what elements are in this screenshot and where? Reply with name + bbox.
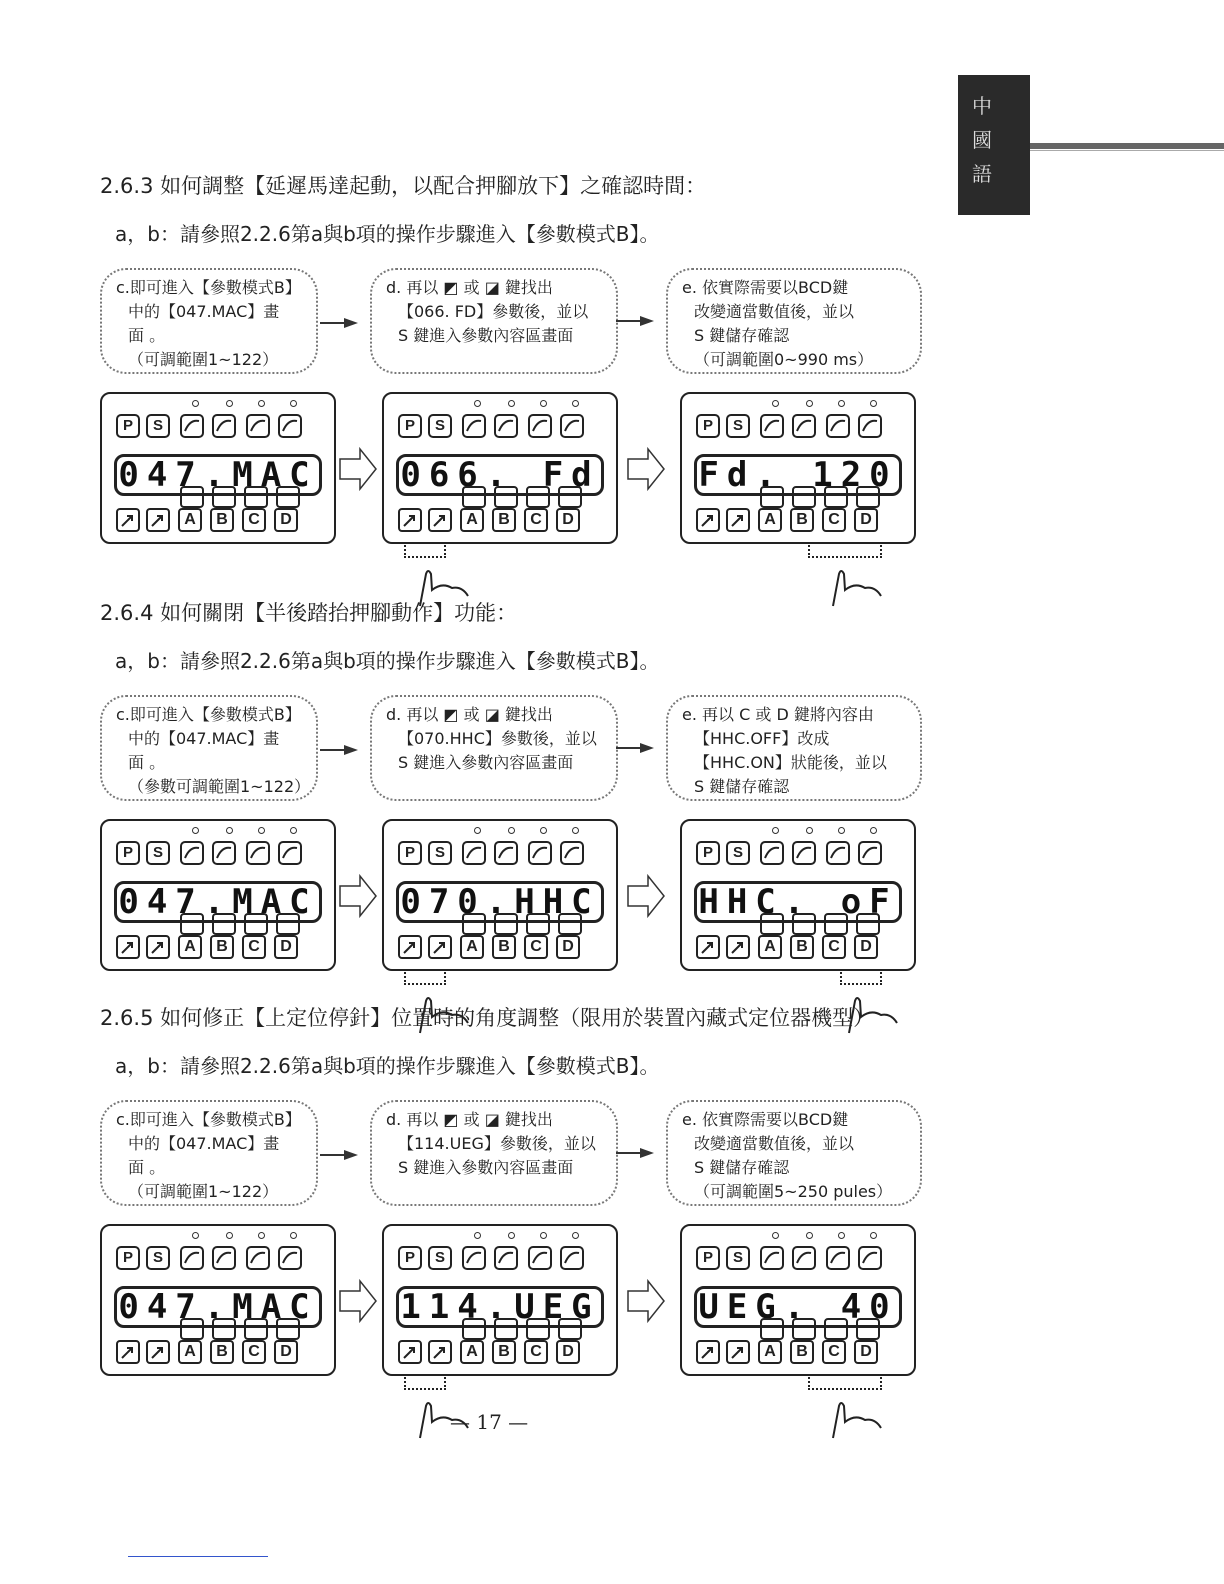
indicator-light-icon bbox=[572, 400, 579, 407]
s-key-button[interactable]: S bbox=[146, 841, 170, 865]
control-panel bbox=[680, 392, 916, 544]
indicator-light-icon bbox=[290, 827, 297, 834]
function-key-d[interactable]: D bbox=[854, 935, 878, 959]
function-symbol-icon bbox=[824, 1318, 848, 1340]
function-key-d[interactable]: D bbox=[274, 935, 298, 959]
tab-rule bbox=[1030, 143, 1224, 149]
foot-icon[interactable] bbox=[826, 841, 850, 865]
needle-icon[interactable] bbox=[760, 414, 784, 438]
bubble-line: （可調範圍5~250 pules） bbox=[694, 1182, 893, 1201]
function-symbol-icon bbox=[212, 486, 236, 508]
side-tab-char: 國 bbox=[972, 128, 992, 152]
function-symbol-icon bbox=[276, 913, 300, 935]
p-key-button[interactable]: P bbox=[398, 414, 422, 438]
function-symbol-icon bbox=[276, 486, 300, 508]
p-key-button[interactable]: P bbox=[116, 1246, 140, 1270]
indicator-light-icon bbox=[838, 1232, 845, 1239]
next-step-arrow-icon bbox=[338, 873, 378, 919]
indicator-light-icon bbox=[226, 827, 233, 834]
trim-icon[interactable] bbox=[560, 841, 584, 865]
function-symbol-icon bbox=[212, 913, 236, 935]
function-symbol-icon bbox=[760, 486, 784, 508]
lcd-display: 047.MAC bbox=[114, 1286, 322, 1328]
down-arrow-key-icon[interactable] bbox=[146, 1340, 170, 1364]
up-arrow-key-icon[interactable] bbox=[398, 508, 422, 532]
function-symbol-icon bbox=[462, 913, 486, 935]
indicator-light-icon bbox=[508, 1232, 515, 1239]
trim-icon[interactable] bbox=[858, 841, 882, 865]
p-key-button[interactable]: P bbox=[116, 841, 140, 865]
function-symbol-icon bbox=[792, 1318, 816, 1340]
instruction-bubble bbox=[666, 695, 922, 801]
side-tab-char: 中 bbox=[972, 94, 992, 118]
curve-icon[interactable] bbox=[792, 1246, 816, 1270]
down-arrow-key-icon[interactable] bbox=[428, 508, 452, 532]
key-selection-marker bbox=[840, 969, 882, 985]
function-key-a[interactable]: A bbox=[758, 508, 782, 532]
instruction-bubble bbox=[370, 695, 618, 801]
function-symbol-icon bbox=[180, 913, 204, 935]
foot-icon[interactable] bbox=[246, 414, 270, 438]
control-panel bbox=[680, 1224, 916, 1376]
function-key-a[interactable]: A bbox=[178, 508, 202, 532]
function-key-a[interactable]: A bbox=[758, 935, 782, 959]
next-step-arrow-icon bbox=[626, 873, 666, 919]
indicator-lights bbox=[192, 400, 312, 410]
p-key-button[interactable]: P bbox=[696, 1246, 720, 1270]
indicator-light-icon bbox=[290, 1232, 297, 1239]
indicator-light-icon bbox=[226, 1232, 233, 1239]
function-key-d[interactable]: D bbox=[556, 1340, 580, 1364]
p-key-button[interactable]: P bbox=[696, 841, 720, 865]
needle-icon[interactable] bbox=[760, 1246, 784, 1270]
lcd-display: 047.MAC bbox=[114, 454, 322, 496]
indicator-light-icon bbox=[192, 1232, 199, 1239]
down-arrow-key-icon[interactable] bbox=[428, 935, 452, 959]
indicator-light-icon bbox=[870, 827, 877, 834]
indicator-light-icon bbox=[474, 827, 481, 834]
indicator-light-icon bbox=[772, 400, 779, 407]
indicator-light-icon bbox=[772, 827, 779, 834]
indicator-light-icon bbox=[540, 827, 547, 834]
indicator-light-icon bbox=[258, 827, 265, 834]
curve-icon[interactable] bbox=[792, 414, 816, 438]
indicator-light-icon bbox=[258, 400, 265, 407]
function-symbol-icon bbox=[244, 486, 268, 508]
trim-icon[interactable] bbox=[560, 1246, 584, 1270]
foot-icon[interactable] bbox=[826, 1246, 850, 1270]
indicator-light-icon bbox=[258, 1232, 265, 1239]
indicator-lights bbox=[772, 1232, 892, 1242]
bubble-line: 【HHC.ON】狀能後，並以 bbox=[694, 753, 887, 772]
instruction-bubble bbox=[666, 268, 922, 374]
bubble-line: 中的【047.MAC】畫 bbox=[128, 302, 280, 321]
down-arrow-key-icon[interactable] bbox=[726, 935, 750, 959]
indicator-light-icon bbox=[838, 827, 845, 834]
function-key-b[interactable]: B bbox=[492, 1340, 516, 1364]
lcd-display: 047.MAC bbox=[114, 881, 322, 923]
bubble-line: 中的【047.MAC】畫 bbox=[128, 1134, 280, 1153]
arrow-right-icon bbox=[320, 318, 358, 328]
section-heading: 2.6.5 如何修正【上定位停針】位置時的角度調整（限用於裝置內藏式定位器機型） bbox=[100, 1006, 875, 1030]
function-symbol-icon bbox=[494, 486, 518, 508]
indicator-light-icon bbox=[508, 827, 515, 834]
s-key-button[interactable]: S bbox=[726, 414, 750, 438]
arrow-right-icon bbox=[616, 316, 654, 326]
key-selection-marker bbox=[808, 542, 882, 558]
section-intro: a，b：請參照2.2.6第a與b項的操作步驟進入【參數模式B】。 bbox=[115, 222, 660, 246]
bubble-line: S 鍵儲存確認 bbox=[694, 1158, 790, 1177]
indicator-light-icon bbox=[572, 827, 579, 834]
function-symbol-icon bbox=[244, 1318, 268, 1340]
instruction-bubble bbox=[370, 268, 618, 374]
function-key-c[interactable]: C bbox=[242, 508, 266, 532]
key-selection-marker bbox=[404, 1374, 446, 1390]
function-key-b[interactable]: B bbox=[492, 508, 516, 532]
function-symbol-icon bbox=[462, 486, 486, 508]
function-symbol-icon bbox=[824, 913, 848, 935]
indicator-light-icon bbox=[572, 1232, 579, 1239]
function-key-d[interactable]: D bbox=[556, 935, 580, 959]
needle-icon[interactable] bbox=[180, 841, 204, 865]
up-arrow-key-icon[interactable] bbox=[116, 1340, 140, 1364]
indicator-lights bbox=[772, 827, 892, 837]
footer-line bbox=[128, 1556, 268, 1557]
indicator-lights bbox=[772, 400, 892, 410]
down-arrow-key-icon[interactable] bbox=[726, 1340, 750, 1364]
bubble-line: c.即可進入【參數模式B】 bbox=[116, 705, 301, 724]
bubble-line: S 鍵儲存確認 bbox=[694, 777, 790, 796]
indicator-light-icon bbox=[540, 400, 547, 407]
bubble-line: 面 。 bbox=[128, 753, 166, 772]
indicator-light-icon bbox=[226, 400, 233, 407]
key-selection-marker bbox=[808, 1374, 882, 1390]
bubble-line: （可調範圍0~990 ms） bbox=[694, 350, 874, 369]
bubble-line: S 鍵進入參數內容區畫面 bbox=[398, 1158, 574, 1177]
lcd-display: Fd. 120 bbox=[694, 454, 902, 496]
bubble-line: （可調範圍1~122） bbox=[128, 1182, 279, 1201]
arrow-right-icon bbox=[616, 1148, 654, 1158]
function-symbol-icon bbox=[276, 1318, 300, 1340]
function-symbol-icon bbox=[180, 486, 204, 508]
p-key-button[interactable]: P bbox=[398, 841, 422, 865]
foot-icon[interactable] bbox=[528, 841, 552, 865]
function-symbol-icon bbox=[244, 913, 268, 935]
function-key-b[interactable]: B bbox=[210, 508, 234, 532]
indicator-light-icon bbox=[540, 1232, 547, 1239]
indicator-light-icon bbox=[870, 400, 877, 407]
function-symbol-icon bbox=[792, 486, 816, 508]
function-symbol-icon bbox=[824, 486, 848, 508]
instruction-bubble bbox=[100, 695, 318, 801]
function-key-d[interactable]: D bbox=[274, 1340, 298, 1364]
bubble-line: 面 。 bbox=[128, 326, 166, 345]
function-symbol-icon bbox=[494, 1318, 518, 1340]
arrow-right-icon bbox=[616, 743, 654, 753]
next-step-arrow-icon bbox=[338, 1278, 378, 1324]
p-key-button[interactable]: P bbox=[116, 414, 140, 438]
up-arrow-key-icon[interactable] bbox=[116, 935, 140, 959]
indicator-light-icon bbox=[290, 400, 297, 407]
function-key-a[interactable]: A bbox=[460, 935, 484, 959]
function-key-d[interactable]: D bbox=[854, 508, 878, 532]
function-symbol-icon bbox=[558, 1318, 582, 1340]
curve-icon[interactable] bbox=[792, 841, 816, 865]
lcd-display: 070.HHC bbox=[396, 881, 604, 923]
function-symbol-icon bbox=[526, 1318, 550, 1340]
function-key-b[interactable]: B bbox=[492, 935, 516, 959]
section-intro: a，b：請參照2.2.6第a與b項的操作步驟進入【參數模式B】。 bbox=[115, 649, 660, 673]
function-key-b[interactable]: B bbox=[210, 935, 234, 959]
foot-icon[interactable] bbox=[528, 1246, 552, 1270]
function-symbol-icon bbox=[212, 1318, 236, 1340]
function-key-c[interactable]: C bbox=[822, 1340, 846, 1364]
s-key-button[interactable]: S bbox=[428, 414, 452, 438]
bubble-line: 面 。 bbox=[128, 1158, 166, 1177]
function-symbol-icon bbox=[760, 1318, 784, 1340]
function-symbol-icon bbox=[760, 913, 784, 935]
function-key-c[interactable]: C bbox=[242, 935, 266, 959]
key-selection-marker bbox=[404, 542, 446, 558]
needle-icon[interactable] bbox=[180, 1246, 204, 1270]
bubble-line: d. 再以 ◩ 或 ◪ 鍵找出 bbox=[386, 705, 553, 724]
bubble-line: d. 再以 ◩ 或 ◪ 鍵找出 bbox=[386, 278, 553, 297]
bubble-line: 改變適當數值後，並以 bbox=[694, 1134, 855, 1153]
bubble-line: e. 依實際需要以BCD鍵 bbox=[682, 1110, 849, 1129]
up-arrow-key-icon[interactable] bbox=[116, 508, 140, 532]
control-panel bbox=[100, 392, 336, 544]
tab-rule-thin bbox=[1030, 150, 1224, 151]
indicator-light-icon bbox=[508, 400, 515, 407]
needle-icon[interactable] bbox=[462, 1246, 486, 1270]
bubble-line: 【HHC.OFF】改成 bbox=[694, 729, 830, 748]
up-arrow-key-icon[interactable] bbox=[398, 935, 422, 959]
s-key-button[interactable]: S bbox=[146, 414, 170, 438]
lcd-display: 114.UEG bbox=[396, 1286, 604, 1328]
down-arrow-key-icon[interactable] bbox=[428, 1340, 452, 1364]
section-intro: a，b：請參照2.2.6第a與b項的操作步驟進入【參數模式B】。 bbox=[115, 1054, 660, 1078]
side-tab-char: 語 bbox=[972, 162, 992, 186]
function-key-d[interactable]: D bbox=[556, 508, 580, 532]
function-key-c[interactable]: C bbox=[242, 1340, 266, 1364]
bubble-line: （可調範圍1~122） bbox=[128, 350, 279, 369]
trim-icon[interactable] bbox=[858, 1246, 882, 1270]
instruction-bubble bbox=[666, 1100, 922, 1206]
control-panel bbox=[100, 1224, 336, 1376]
needle-icon[interactable] bbox=[462, 841, 486, 865]
needle-icon[interactable] bbox=[180, 414, 204, 438]
function-key-d[interactable]: D bbox=[274, 508, 298, 532]
instruction-bubble bbox=[370, 1100, 618, 1206]
arrow-right-icon bbox=[320, 745, 358, 755]
function-symbol-icon bbox=[856, 486, 880, 508]
section-heading: 2.6.3 如何調整【延遲馬達起動，以配合押腳放下】之確認時間： bbox=[100, 174, 707, 198]
up-arrow-key-icon[interactable] bbox=[696, 508, 720, 532]
indicator-lights bbox=[474, 400, 594, 410]
trim-icon[interactable] bbox=[560, 414, 584, 438]
function-key-d[interactable]: D bbox=[854, 1340, 878, 1364]
indicator-light-icon bbox=[192, 827, 199, 834]
section-heading: 2.6.4 如何關閉【半後踏抬押腳動作】功能： bbox=[100, 601, 518, 625]
bubble-line: e. 再以 C 或 D 鍵將內容由 bbox=[682, 705, 874, 724]
control-panel bbox=[382, 1224, 618, 1376]
trim-icon[interactable] bbox=[278, 414, 302, 438]
function-symbol-icon bbox=[462, 1318, 486, 1340]
needle-icon[interactable] bbox=[760, 841, 784, 865]
arrow-right-icon bbox=[320, 1150, 358, 1160]
bubble-line: 【114.UEG】參數後，並以 bbox=[398, 1134, 596, 1153]
function-key-a[interactable]: A bbox=[460, 508, 484, 532]
language-side-tab bbox=[958, 75, 1030, 215]
foot-icon[interactable] bbox=[528, 414, 552, 438]
lcd-display: HHC. oF bbox=[694, 881, 902, 923]
next-step-arrow-icon bbox=[626, 1278, 666, 1324]
s-key-button[interactable]: S bbox=[726, 1246, 750, 1270]
function-symbol-icon bbox=[856, 913, 880, 935]
function-key-a[interactable]: A bbox=[178, 1340, 202, 1364]
s-key-button[interactable]: S bbox=[428, 1246, 452, 1270]
foot-icon[interactable] bbox=[246, 1246, 270, 1270]
bubble-line: d. 再以 ◩ 或 ◪ 鍵找出 bbox=[386, 1110, 553, 1129]
curve-icon[interactable] bbox=[494, 841, 518, 865]
function-key-b[interactable]: B bbox=[790, 1340, 814, 1364]
key-selection-marker bbox=[404, 969, 446, 985]
foot-icon[interactable] bbox=[246, 841, 270, 865]
curve-icon[interactable] bbox=[494, 414, 518, 438]
curve-icon[interactable] bbox=[212, 1246, 236, 1270]
function-symbol-icon bbox=[526, 913, 550, 935]
trim-icon[interactable] bbox=[278, 841, 302, 865]
bubble-line: S 鍵進入參數內容區畫面 bbox=[398, 326, 574, 345]
curve-icon[interactable] bbox=[212, 841, 236, 865]
bubble-line: e. 依實際需要以BCD鍵 bbox=[682, 278, 849, 297]
pointing-hand-icon bbox=[825, 564, 885, 614]
function-symbol-icon bbox=[856, 1318, 880, 1340]
bubble-line: 【066. FD】參數後，並以 bbox=[398, 302, 589, 321]
control-panel bbox=[680, 819, 916, 971]
bubble-line: 【070.HHC】參數後，並以 bbox=[398, 729, 597, 748]
instruction-bubble bbox=[100, 268, 318, 374]
down-arrow-key-icon[interactable] bbox=[726, 508, 750, 532]
function-key-c[interactable]: C bbox=[524, 1340, 548, 1364]
s-key-button[interactable]: S bbox=[146, 1246, 170, 1270]
function-key-c[interactable]: C bbox=[524, 935, 548, 959]
indicator-lights bbox=[474, 827, 594, 837]
function-key-b[interactable]: B bbox=[790, 935, 814, 959]
function-symbol-icon bbox=[558, 913, 582, 935]
next-step-arrow-icon bbox=[338, 446, 378, 492]
indicator-lights bbox=[192, 827, 312, 837]
page-number: — 17 — bbox=[450, 1410, 529, 1434]
control-panel bbox=[100, 819, 336, 971]
s-key-button[interactable]: S bbox=[428, 841, 452, 865]
instruction-bubble bbox=[100, 1100, 318, 1206]
function-key-a[interactable]: A bbox=[460, 1340, 484, 1364]
function-symbol-icon bbox=[558, 486, 582, 508]
function-key-c[interactable]: C bbox=[822, 508, 846, 532]
trim-icon[interactable] bbox=[858, 414, 882, 438]
indicator-light-icon bbox=[870, 1232, 877, 1239]
up-arrow-key-icon[interactable] bbox=[696, 935, 720, 959]
indicator-light-icon bbox=[838, 400, 845, 407]
function-key-a[interactable]: A bbox=[178, 935, 202, 959]
bubble-line: c.即可進入【參數模式B】 bbox=[116, 278, 301, 297]
down-arrow-key-icon[interactable] bbox=[146, 935, 170, 959]
s-key-button[interactable]: S bbox=[726, 841, 750, 865]
pointing-hand-icon bbox=[825, 1396, 885, 1446]
bubble-line: S 鍵進入參數內容區畫面 bbox=[398, 753, 574, 772]
next-step-arrow-icon bbox=[626, 446, 666, 492]
indicator-lights bbox=[474, 1232, 594, 1242]
function-key-c[interactable]: C bbox=[822, 935, 846, 959]
function-key-b[interactable]: B bbox=[790, 508, 814, 532]
foot-icon[interactable] bbox=[826, 414, 850, 438]
indicator-light-icon bbox=[474, 400, 481, 407]
indicator-light-icon bbox=[806, 827, 813, 834]
function-symbol-icon bbox=[494, 913, 518, 935]
up-arrow-key-icon[interactable] bbox=[398, 1340, 422, 1364]
control-panel bbox=[382, 819, 618, 971]
function-symbol-icon bbox=[180, 1318, 204, 1340]
down-arrow-key-icon[interactable] bbox=[146, 508, 170, 532]
bubble-line: c.即可進入【參數模式B】 bbox=[116, 1110, 301, 1129]
function-key-c[interactable]: C bbox=[524, 508, 548, 532]
indicator-lights bbox=[192, 1232, 312, 1242]
bubble-line: S 鍵儲存確認 bbox=[694, 326, 790, 345]
curve-icon[interactable] bbox=[212, 414, 236, 438]
function-symbol-icon bbox=[792, 913, 816, 935]
needle-icon[interactable] bbox=[462, 414, 486, 438]
up-arrow-key-icon[interactable] bbox=[696, 1340, 720, 1364]
bubble-line: 中的【047.MAC】畫 bbox=[128, 729, 280, 748]
function-symbol-icon bbox=[526, 486, 550, 508]
function-key-a[interactable]: A bbox=[758, 1340, 782, 1364]
p-key-button[interactable]: P bbox=[696, 414, 720, 438]
indicator-light-icon bbox=[806, 1232, 813, 1239]
function-key-b[interactable]: B bbox=[210, 1340, 234, 1364]
curve-icon[interactable] bbox=[494, 1246, 518, 1270]
lcd-display: 066. Fd bbox=[396, 454, 604, 496]
control-panel bbox=[382, 392, 618, 544]
indicator-light-icon bbox=[772, 1232, 779, 1239]
indicator-light-icon bbox=[474, 1232, 481, 1239]
indicator-light-icon bbox=[806, 400, 813, 407]
lcd-display: UEG. 40 bbox=[694, 1286, 902, 1328]
indicator-light-icon bbox=[192, 400, 199, 407]
trim-icon[interactable] bbox=[278, 1246, 302, 1270]
p-key-button[interactable]: P bbox=[398, 1246, 422, 1270]
bubble-line: 改變適當數值後，並以 bbox=[694, 302, 855, 321]
bubble-line: （參數可調範圍1~122） bbox=[128, 777, 311, 796]
